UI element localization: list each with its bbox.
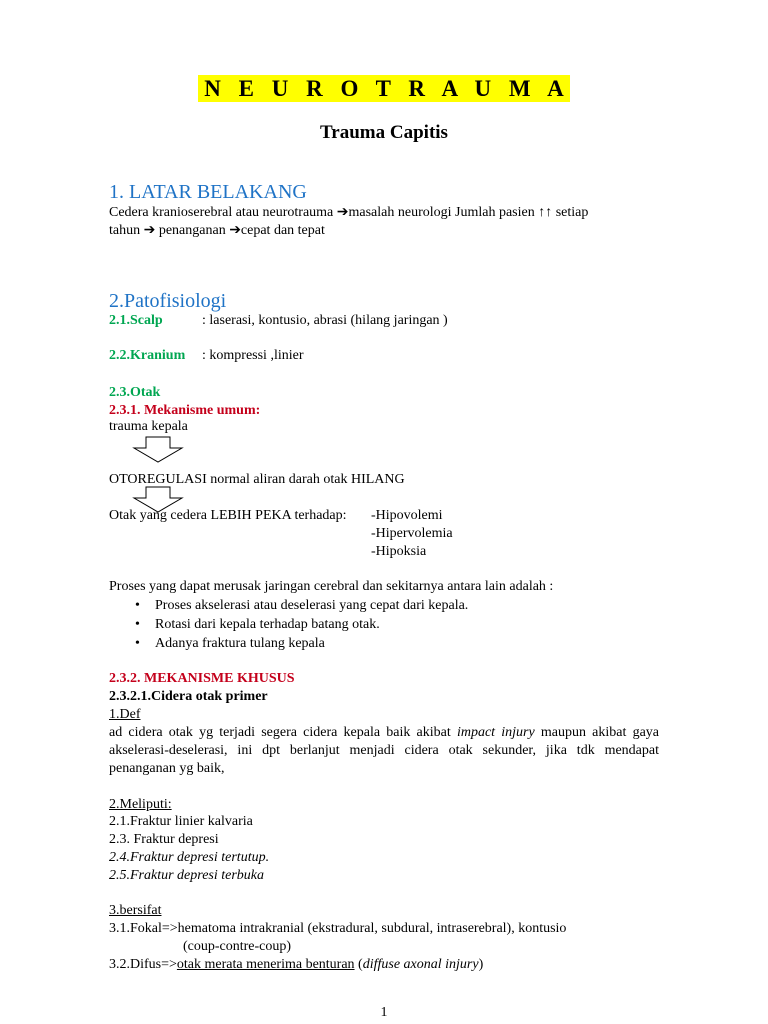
bullet-list xyxy=(109,596,468,653)
document-subtitle: Trauma Capitis xyxy=(320,122,448,143)
subheading-mekanisme-umum: 2.3.1. Mekanisme umum: xyxy=(109,403,261,418)
peka-item: -Hipoksia xyxy=(371,544,427,559)
paragraph-line: tahun ➔ penanganan ➔cepat dan tepat xyxy=(109,223,325,238)
subheading-kranium: 2.2.Kranium xyxy=(109,348,186,363)
list-item: • Adanya fraktura tulang kepala xyxy=(109,634,468,653)
trauma-kepala-text: trauma kepala xyxy=(109,419,188,434)
fokal-text: 3.1.Fokal=>hematoma intrakranial (ekstradural, subdural, intraserebral), kontusio xyxy=(109,921,567,936)
subheading-cidera-primer: 2.3.2.1.Cidera otak primer xyxy=(109,689,268,704)
scalp-text: : laserasi, kontusio, abrasi (hilang jaringan ) xyxy=(202,313,448,328)
meliputi-label: 2.Meliputi: xyxy=(109,797,172,812)
fokal-continuation: (coup-contre-coup) xyxy=(183,939,292,954)
peka-item: -Hipervolemia xyxy=(371,526,453,541)
subheading-otak: 2.3.Otak xyxy=(109,385,161,400)
meliputi-item: 2.1.Fraktur linier kalvaria xyxy=(109,814,253,829)
def-label: 1.Def xyxy=(109,707,141,722)
otoregulasi-text: OTOREGULASI normal aliran darah otak HILANG xyxy=(109,472,405,487)
meliputi-item: 2.3. Fraktur depresi xyxy=(109,832,219,847)
down-arrow-icon xyxy=(132,436,184,464)
def-paragraph: ad cidera otak yg terjadi segera cidera kepala baik akibat impact injury maupun akibat gaya akselerasi-deselerasi, ini dpt berlanjut menjadi cidera otak sekunder, jika tdk mendapat penanganan yg baik, xyxy=(109,725,659,776)
section-heading-latar-belakang: 1. LATAR BELAKANG xyxy=(109,181,307,203)
paragraph-line: Cedera kranioserebral atau neurotrauma ➔masalah neurologi Jumlah pasien ↑↑ setiap xyxy=(109,205,589,220)
document-title: N E U R O T R A U M A xyxy=(0,74,768,104)
meliputi-item: 2.5.Fraktur depresi terbuka xyxy=(109,868,265,883)
proses-intro: Proses yang dapat merusak jaringan cerebral dan sekitarnya antara lain adalah : xyxy=(109,579,554,594)
peka-item: -Hipovolemi xyxy=(371,508,443,523)
difus-text: 3.2.Difus=>otak merata menerima benturan (diffuse axonal injury) xyxy=(109,957,484,972)
subheading-scalp: 2.1.Scalp xyxy=(109,313,163,328)
bersifat-label: 3.bersifat xyxy=(109,903,162,918)
kranium-text: : kompressi ,linier xyxy=(202,348,304,363)
page-number: 1 xyxy=(380,1005,388,1020)
peka-text: Otak yang cedera LEBIH PEKA terhadap: xyxy=(109,508,347,523)
list-item: • Rotasi dari kepala terhadap batang otak. xyxy=(109,615,468,634)
subheading-mekanisme-khusus: 2.3.2. MEKANISME KHUSUS xyxy=(109,671,295,686)
list-item: • Proses akselerasi atau deselerasi yang cepat dari kepala. xyxy=(109,596,468,615)
meliputi-item: 2.4.Fraktur depresi tertutup. xyxy=(109,850,270,865)
section-heading-patofisiologi: 2.Patofisiologi xyxy=(109,290,227,312)
